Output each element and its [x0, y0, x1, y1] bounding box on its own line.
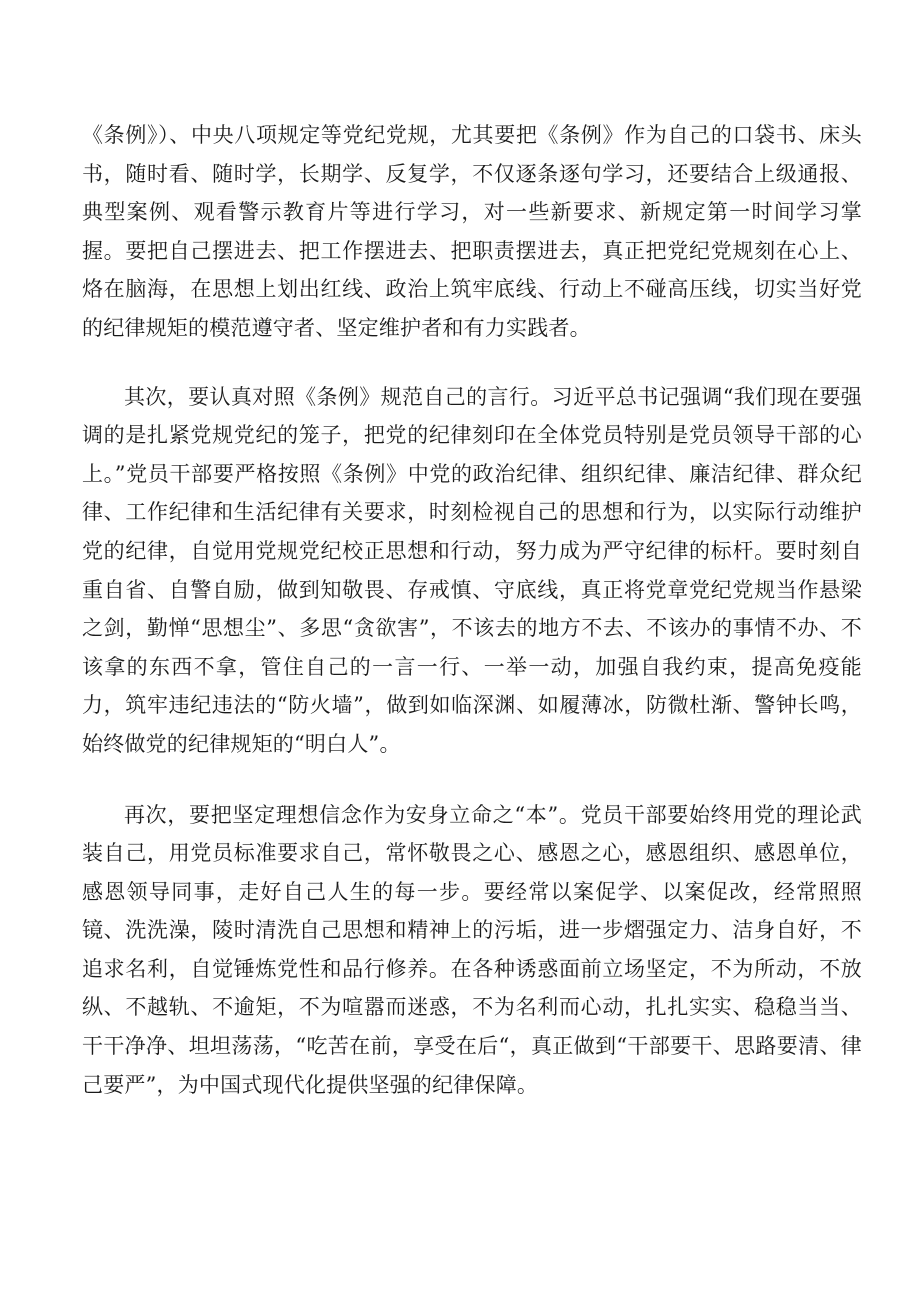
paragraph-2: 其次，要认真对照《条例》规范自己的言行。习近平总书记强调“我们现在要强调的是扎紧党规党纪的笼子，把党的纪律刻印在全体党员特别是党员领导干部的心上。”党员干部要严格按照《条例》中党的政治纪律、组织纪律、廉洁纪律、群众纪律、工作纪律和生活纪律有关要求，时刻检视自己的思想和行为，以实际行动维护党的纪律，自觉用党规党纪校正思想和行动，努力成为严守纪律的标杆。要时刻自重自省、自警自励，做到知敬畏、存戒慎、守底线，真正将党章党纪党规当作悬梁之剑，勤惮“思想尘”、多思“贪欲害”，不该去的地方不去、不该办的事情不办、不该拿的东西不拿，管住自己的一言一行、一举一动，加强自我约束，提高免疫能力，筑牢违纪违法的“防火墙”，做到如临深渊、如履薄冰，防微杜渐、警钟长鸣，始终做党的纪律规矩的“明白人”。 — [82, 384, 862, 756]
paragraph-3: 再次，要把坚定理想信念作为安身立命之“本”。党员干部要始终用党的理论武装自己，用党员标准要求自己，常怀敬畏之心、感恩之心，感恩组织、感恩单位，感恩领导同事，走好自己人生的每一步。要经常以案促学、以案促改，经常照照镜、洗洗澡，陵时清洗自己思想和精神上的污垢，进一步熠强定力、洁身自好，不追求名利，自觉锤炼党性和品行修养。在各种诱惑面前立场坚定，不为所动，不放纵、不越轨、不逾矩，不为喧嚣而迷惑，不为名利而心动，扎扎实实、稳稳当当、干干净净、坦坦荡荡，“吃苦在前，享受在后“，真正做到“干部要干、思路要清、律己要严”，为中国式现代化提供坚强的纪律保障。 — [82, 802, 862, 1097]
document-body — [82, 116, 862, 1104]
paragraph-1: 《条例》）、中央八项规定等党纪党规，尤其要把《条例》作为自己的口袋书、床头书，随时看、随时学，长期学、反复学，不仅逐条逐句学习，还要结合上级通报、典型案例、观看警示教育片等进行学习，对一些新要求、新规定第一时间学习掌握。要把自己摆进去、把工作摆进去、把职责摆进去，真正把党纪党规刻在心上、烙在脑海，在思想上划出红线、政治上筑牢底线、行动上不碰高压线，切实当好党的纪律规矩的模范遵守者、坚定维护者和有力实践者。 — [82, 123, 862, 340]
